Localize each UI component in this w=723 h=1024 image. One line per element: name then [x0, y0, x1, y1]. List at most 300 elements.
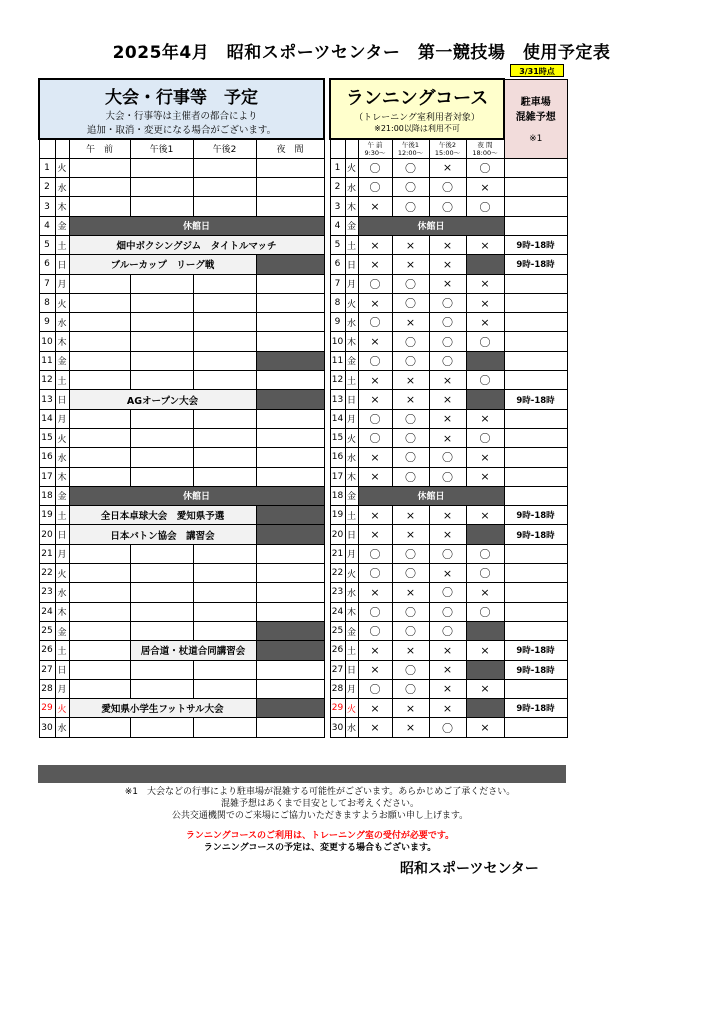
slot-cell [130, 448, 193, 467]
event-row [39, 351, 324, 370]
parking-forecast: 9時-18時 [504, 699, 567, 718]
slot-cell [69, 332, 130, 351]
availability-mark: 〇 [429, 178, 466, 197]
availability-mark: 〇 [392, 409, 429, 428]
event-row [39, 390, 324, 409]
availability-mark: 〇 [392, 158, 429, 177]
availability-mark: 〇 [358, 544, 392, 563]
day-number: 23 [330, 583, 345, 602]
running-row [330, 602, 567, 621]
day-number: 21 [330, 544, 345, 563]
weekday: 月 [55, 274, 69, 293]
weekday: 水 [345, 448, 358, 467]
slot-cell [256, 332, 324, 351]
parking-forecast [504, 158, 567, 177]
availability-mark: × [392, 506, 429, 525]
running-row [330, 178, 567, 197]
slot-cell [130, 428, 193, 447]
availability-mark: × [392, 390, 429, 409]
event-row [39, 621, 324, 640]
event-name: 全日本卓球大会 愛知県予選 [69, 506, 256, 525]
slot-cell [256, 293, 324, 312]
running-row [330, 448, 567, 467]
note-running-change: ランニングコースの予定は、変更する場合もございます。 [203, 843, 437, 853]
day-number: 10 [39, 332, 55, 351]
page-title: 2025年4月 昭和スポーツセンター 第一競技場 使用予定表 [112, 43, 611, 63]
event-row [39, 602, 324, 621]
day-number: 19 [39, 506, 55, 525]
availability-mark: 〇 [392, 467, 429, 486]
availability-mark: × [429, 699, 466, 718]
parking-forecast: 9時-18時 [504, 255, 567, 274]
day-number: 25 [330, 621, 345, 640]
weekday: 火 [55, 158, 69, 177]
availability-mark: × [358, 448, 392, 467]
running-row [330, 699, 567, 718]
event-row [39, 409, 324, 428]
weekday: 火 [55, 564, 69, 583]
parking-forecast [504, 293, 567, 312]
slot-cell [69, 641, 130, 660]
availability-mark: × [392, 641, 429, 660]
slot-cell [69, 158, 130, 177]
availability-mark: × [392, 525, 429, 544]
day-number: 18 [39, 486, 55, 505]
note-running-reception: ランニングコースのご利用は、トレーニング室の受付が必要です。 [185, 831, 455, 841]
event-row [39, 718, 324, 737]
event-row [39, 216, 324, 235]
slot-cell [69, 467, 130, 486]
slot-cell [69, 313, 130, 332]
availability-mark: 〇 [358, 428, 392, 447]
slot-cell [193, 660, 256, 679]
parking-forecast [504, 313, 567, 332]
availability-mark: 〇 [392, 351, 429, 370]
parking-forecast [504, 583, 567, 602]
col-morning: 午 前 [69, 139, 130, 158]
event-row [39, 448, 324, 467]
parking-forecast [504, 564, 567, 583]
day-number: 26 [39, 641, 55, 660]
availability-mark: 〇 [392, 602, 429, 621]
parking-forecast [504, 602, 567, 621]
availability-mark: × [466, 293, 504, 312]
availability-mark: 〇 [358, 409, 392, 428]
day-number: 7 [39, 274, 55, 293]
day-number: 11 [330, 351, 345, 370]
day-number: 3 [39, 197, 55, 216]
slot-cell [256, 679, 324, 698]
parking-forecast [504, 409, 567, 428]
day-number: 8 [330, 293, 345, 312]
weekday: 火 [345, 699, 358, 718]
availability-mark: 〇 [466, 564, 504, 583]
slot-cell [69, 583, 130, 602]
availability-mark: × [358, 371, 392, 390]
parking-forecast [504, 274, 567, 293]
availability-mark: × [392, 255, 429, 274]
slot-cell [193, 351, 256, 370]
running-row [330, 390, 567, 409]
running-row [330, 564, 567, 583]
day-number: 11 [39, 351, 55, 370]
slot-cell [69, 351, 130, 370]
availability-mark: × [392, 699, 429, 718]
slot-cell [130, 293, 193, 312]
weekday: 火 [55, 699, 69, 718]
weekday: 土 [55, 371, 69, 390]
slot-cell [193, 293, 256, 312]
slot-cell [193, 448, 256, 467]
slot-cell [130, 467, 193, 486]
running-row [330, 506, 567, 525]
availability-mark: × [358, 525, 392, 544]
weekday: 木 [55, 467, 69, 486]
slot-cell [256, 525, 324, 544]
day-number: 12 [330, 371, 345, 390]
availability-mark: × [429, 679, 466, 698]
availability-mark: × [429, 274, 466, 293]
availability-mark: 〇 [392, 544, 429, 563]
running-row [330, 544, 567, 563]
availability-mark: × [392, 371, 429, 390]
availability-mark: × [429, 506, 466, 525]
event-row [39, 158, 324, 177]
weekday: 土 [345, 235, 358, 254]
day-number: 14 [330, 409, 345, 428]
slot-cell [193, 428, 256, 447]
day-number: 25 [39, 621, 55, 640]
running-row [330, 235, 567, 254]
slot-cell [256, 583, 324, 602]
availability-mark: 〇 [466, 544, 504, 563]
day-number: 26 [330, 641, 345, 660]
events-heading: 大会・行事等 予定 [105, 87, 258, 108]
slot-cell [193, 621, 256, 640]
weekday: 水 [55, 718, 69, 737]
event-row [39, 641, 324, 660]
slot-cell [256, 544, 324, 563]
event-row [39, 428, 324, 447]
weekday: 月 [345, 544, 358, 563]
availability-mark: 〇 [429, 602, 466, 621]
parking-header [504, 79, 567, 158]
day-number: 22 [330, 564, 345, 583]
slot-cell [69, 544, 130, 563]
day-number: 4 [330, 216, 345, 235]
weekday: 金 [55, 351, 69, 370]
slot-cell [130, 274, 193, 293]
availability-mark: × [466, 583, 504, 602]
parking-forecast [504, 621, 567, 640]
slot-cell [193, 178, 256, 197]
day-number: 27 [330, 660, 345, 679]
running-row [330, 486, 567, 505]
weekday: 火 [345, 158, 358, 177]
availability-mark: 〇 [466, 197, 504, 216]
weekday: 金 [55, 216, 69, 235]
availability-mark: × [429, 428, 466, 447]
slot-cell [69, 178, 130, 197]
availability-mark: 〇 [392, 274, 429, 293]
event-row [39, 660, 324, 679]
parking-forecast [504, 332, 567, 351]
event-row [39, 544, 324, 563]
slot-cell [69, 371, 130, 390]
running-row [330, 216, 567, 235]
weekday: 日 [345, 525, 358, 544]
parking-forecast [504, 467, 567, 486]
day-number: 24 [39, 602, 55, 621]
day-number: 23 [39, 583, 55, 602]
parking-forecast [504, 544, 567, 563]
day-number: 9 [330, 313, 345, 332]
availability-mark: × [466, 506, 504, 525]
slot-cell [130, 158, 193, 177]
day-number: 30 [39, 718, 55, 737]
closed-day: 休館日 [358, 486, 504, 505]
weekday: 水 [55, 178, 69, 197]
slot-cell [130, 718, 193, 737]
slot-cell [130, 332, 193, 351]
rc-col-morning: 午 前 9:30～ [358, 139, 392, 158]
slot-cell [193, 564, 256, 583]
parking-forecast: 9時-18時 [504, 235, 567, 254]
availability-mark: 〇 [392, 660, 429, 679]
running-row [330, 660, 567, 679]
day-number: 8 [39, 293, 55, 312]
weekday: 月 [345, 679, 358, 698]
slot-cell [193, 274, 256, 293]
weekday: 日 [345, 255, 358, 274]
day-number: 27 [39, 660, 55, 679]
running-row [330, 313, 567, 332]
weekday: 月 [55, 409, 69, 428]
availability-mark: × [466, 235, 504, 254]
parking-forecast: 9時-18時 [504, 390, 567, 409]
weekday: 日 [55, 255, 69, 274]
running-note: ※21:00以降は利用不可 [374, 124, 460, 133]
day-number: 13 [330, 390, 345, 409]
parking-forecast [504, 197, 567, 216]
day-number: 13 [39, 390, 55, 409]
weekday: 月 [55, 679, 69, 698]
availability-mark: × [358, 390, 392, 409]
availability-mark: × [466, 641, 504, 660]
availability-mark: × [358, 293, 392, 312]
event-row [39, 525, 324, 544]
running-row [330, 274, 567, 293]
note-estimate: 混雑予想はあくまで目安としてお考えください。 [220, 799, 419, 809]
weekday: 金 [55, 486, 69, 505]
weekday: 日 [345, 660, 358, 679]
availability-mark: × [466, 409, 504, 428]
weekday: 火 [55, 293, 69, 312]
day-number: 3 [330, 197, 345, 216]
event-row [39, 235, 324, 254]
slot-cell [69, 621, 130, 640]
availability-mark: × [466, 718, 504, 737]
availability-mark: × [429, 158, 466, 177]
availability-mark: 〇 [466, 158, 504, 177]
note-transport: 公共交通機関でのご来場にご協力いただきますようお願い申し上げます。 [171, 811, 469, 821]
weekday: 木 [345, 197, 358, 216]
weekday: 水 [345, 178, 358, 197]
parking-forecast [504, 178, 567, 197]
availability-mark: 〇 [466, 371, 504, 390]
availability-mark: × [358, 660, 392, 679]
event-row [39, 293, 324, 312]
availability-mark: × [466, 274, 504, 293]
event-row [39, 178, 324, 197]
slot-cell [256, 467, 324, 486]
event-name: ブルーカップ リーグ戦 [69, 255, 256, 274]
event-row [39, 371, 324, 390]
slot-cell [256, 197, 324, 216]
weekday: 木 [345, 467, 358, 486]
availability-mark: × [466, 467, 504, 486]
availability-mark: 〇 [358, 313, 392, 332]
weekday: 火 [345, 564, 358, 583]
availability-mark [466, 660, 504, 679]
day-number: 22 [39, 564, 55, 583]
event-row [39, 197, 324, 216]
availability-mark: × [466, 313, 504, 332]
slot-cell [193, 409, 256, 428]
slot-cell [256, 564, 324, 583]
availability-mark: 〇 [429, 351, 466, 370]
day-number: 18 [330, 486, 345, 505]
availability-mark [466, 255, 504, 274]
availability-mark: 〇 [358, 621, 392, 640]
day-number: 15 [330, 428, 345, 447]
day-number: 12 [39, 371, 55, 390]
slot-cell [256, 660, 324, 679]
slot-cell [256, 409, 324, 428]
day-number: 17 [39, 467, 55, 486]
weekday: 金 [345, 486, 358, 505]
weekday: 土 [55, 235, 69, 254]
availability-mark: × [466, 448, 504, 467]
day-number: 28 [330, 679, 345, 698]
weekday: 日 [55, 390, 69, 409]
running-row [330, 679, 567, 698]
availability-mark: 〇 [392, 448, 429, 467]
slot-cell [130, 197, 193, 216]
availability-mark: 〇 [429, 583, 466, 602]
event-row [39, 679, 324, 698]
slot-cell [69, 602, 130, 621]
weekday: 火 [345, 293, 358, 312]
weekday: 金 [345, 621, 358, 640]
day-number: 29 [330, 699, 345, 718]
weekday: 木 [55, 332, 69, 351]
weekday: 金 [55, 621, 69, 640]
availability-mark: 〇 [358, 274, 392, 293]
event-row [39, 274, 324, 293]
parking-forecast [504, 351, 567, 370]
weekday: 日 [55, 660, 69, 679]
closed-day: 休館日 [69, 486, 324, 505]
event-row [39, 564, 324, 583]
event-row [39, 506, 324, 525]
as-of-badge: 3/31時点 [510, 64, 564, 77]
availability-mark: × [429, 641, 466, 660]
availability-mark: × [358, 506, 392, 525]
event-name: 居合道・杖道合同講習会 [130, 641, 256, 660]
col-night: 夜 間 [256, 139, 324, 158]
availability-mark: × [429, 525, 466, 544]
weekday: 木 [345, 602, 358, 621]
slot-cell [256, 602, 324, 621]
weekday: 水 [345, 583, 358, 602]
weekday: 木 [55, 197, 69, 216]
slot-cell [130, 679, 193, 698]
col-afternoon2: 午後2 [193, 139, 256, 158]
availability-mark: 〇 [358, 351, 392, 370]
slot-cell [256, 448, 324, 467]
slot-cell [193, 332, 256, 351]
slot-cell [256, 158, 324, 177]
day-number: 19 [330, 506, 345, 525]
parking-forecast [504, 448, 567, 467]
availability-mark: 〇 [429, 448, 466, 467]
availability-mark [466, 621, 504, 640]
availability-mark: × [358, 255, 392, 274]
slot-cell [193, 467, 256, 486]
availability-mark: 〇 [392, 621, 429, 640]
running-row [330, 718, 567, 737]
event-row [39, 583, 324, 602]
event-name: AGオープン大会 [69, 390, 256, 409]
parking-title: 駐車場 混雑予想 [515, 97, 556, 124]
day-number: 2 [330, 178, 345, 197]
availability-mark: × [466, 178, 504, 197]
day-number: 5 [330, 235, 345, 254]
event-row [39, 467, 324, 486]
slot-cell [69, 679, 130, 698]
weekday: 水 [55, 313, 69, 332]
slot-cell [69, 409, 130, 428]
availability-mark: 〇 [429, 544, 466, 563]
availability-mark: × [358, 641, 392, 660]
day-number: 16 [39, 448, 55, 467]
availability-mark: × [392, 235, 429, 254]
running-heading: ランニングコース [345, 88, 489, 109]
slot-cell [130, 544, 193, 563]
slot-cell [130, 178, 193, 197]
weekday: 火 [55, 428, 69, 447]
availability-mark: × [429, 390, 466, 409]
slot-cell [256, 718, 324, 737]
slot-cell [256, 390, 324, 409]
event-name: 日本バトン協会 講習会 [69, 525, 256, 544]
running-row [330, 525, 567, 544]
availability-mark: × [429, 660, 466, 679]
slot-cell [193, 371, 256, 390]
slot-cell [256, 699, 324, 718]
event-name: 畑中ボクシングジム タイトルマッチ [69, 235, 324, 254]
day-number: 14 [39, 409, 55, 428]
day-number: 29 [39, 699, 55, 718]
availability-mark: 〇 [466, 428, 504, 447]
parking-forecast: 9時-18時 [504, 660, 567, 679]
col-afternoon1: 午後1 [130, 139, 193, 158]
events-note-2: 追加・取消・変更になる場合がございます。 [86, 124, 277, 136]
event-row [39, 255, 324, 274]
running-row [330, 409, 567, 428]
event-name: 愛知県小学生フットサル大会 [69, 699, 256, 718]
